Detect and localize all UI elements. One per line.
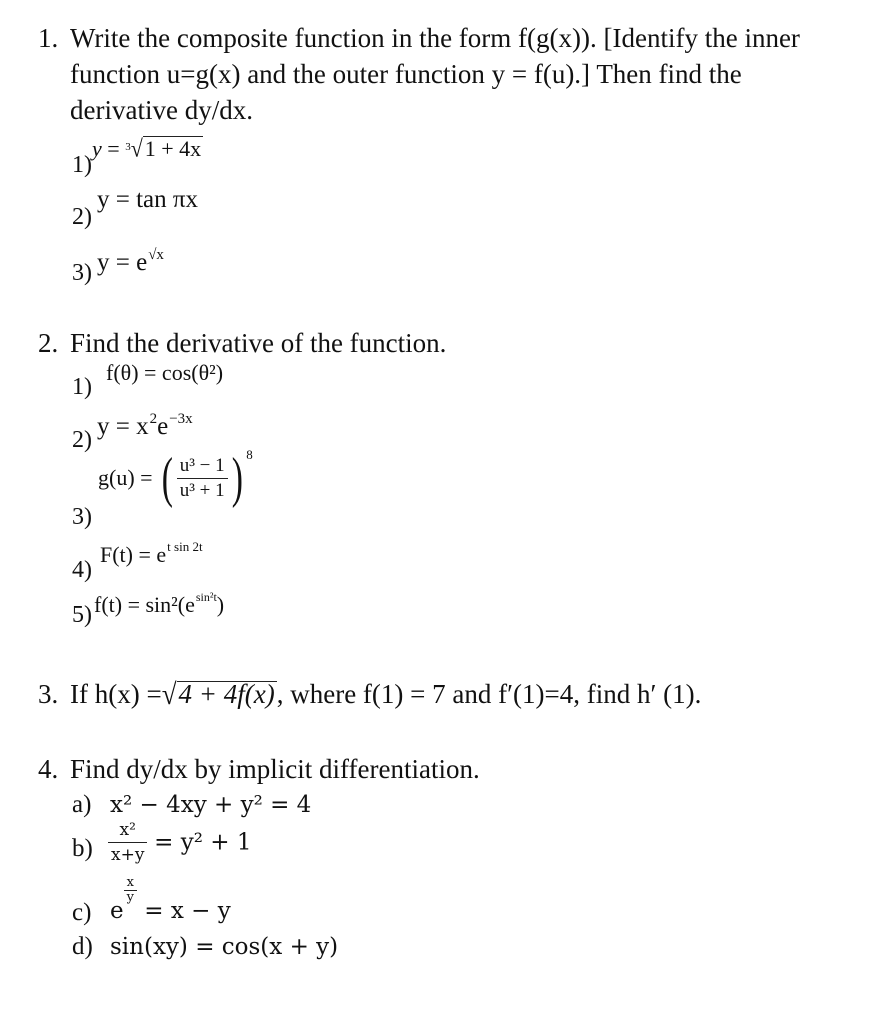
q1-item-1-label: 1) [72, 152, 92, 178]
q4-item-a-expression: x² − 4xy + y² = 4 [110, 792, 312, 818]
q1-item-1-root-index: 3 [125, 141, 131, 153]
q1-item-3-label: 3) [72, 260, 92, 286]
q2-item-3-label: 3) [72, 504, 92, 530]
q4-item-b-denominator: x+y [111, 845, 145, 865]
q1-item-1-equals: = [107, 136, 120, 161]
question-3-pre: If h(x) = [70, 679, 162, 709]
q1-item-1-expression [92, 134, 203, 168]
q2-item-3-fraction [177, 454, 228, 503]
q2-item-2-mid: e [157, 413, 169, 440]
q2-item-2-expression [97, 412, 193, 445]
question-1-line-2: function u=g(x) and the outer function y = f(u).] Then find the [70, 59, 742, 89]
q4-item-b-rhs: = y² + 1 [154, 829, 252, 856]
q1-item-2-label: 2) [72, 204, 92, 230]
question-3-post: , where f(1) = 7 and f′(1)=4, find h′ (1). [276, 679, 702, 709]
left-paren-icon: ( [161, 447, 173, 509]
radical-sign-icon: √ [161, 677, 177, 711]
question-1-line-3: derivative dy/dx. [70, 95, 253, 125]
q2-item-2-sup-1: 2 [149, 411, 158, 427]
question-2-text: Find the derivative of the function. [70, 328, 447, 358]
q4-item-a-label: a) [72, 791, 92, 818]
q4-item-c-exp-num: x [124, 876, 137, 891]
q4-item-b-label: b) [72, 835, 93, 862]
q2-item-5-lhs: f(t) = sin²(e [94, 592, 195, 617]
q2-item-5-close: ) [216, 592, 225, 617]
question-2-number: 2. [38, 328, 59, 358]
q2-item-2-lhs: y = x [97, 413, 149, 440]
q4-item-c-exponent [124, 876, 137, 905]
q2-item-5-exponent: sin²t [195, 590, 217, 604]
q1-item-1-lhs: y [92, 136, 102, 161]
q1-item-1-radicand: 1 + 4x [144, 136, 202, 161]
q1-item-3-lhs: y = e [97, 249, 148, 276]
radical-sign-icon: √ [130, 134, 143, 163]
q2-item-2-sup-2: −3x [169, 411, 193, 427]
q2-item-1-expression: f(θ) = cos(θ²) [106, 360, 224, 385]
q4-item-c-label: c) [72, 899, 92, 926]
q2-item-4-lhs: F(t) = e [100, 542, 167, 567]
question-4-text: Find dy/dx by implicit differentiation. [70, 754, 480, 784]
q1-item-3-exponent: √x [148, 247, 164, 263]
q2-item-1-label: 1) [72, 374, 92, 400]
q4-item-b-numerator: x² [108, 818, 147, 843]
question-1-number: 1. [38, 23, 59, 53]
q4-item-b-expression [108, 818, 251, 867]
q2-item-3-denominator: u³ + 1 [179, 479, 225, 501]
q2-item-4-exponent: t sin 2t [167, 539, 203, 554]
q2-item-4-label: 4) [72, 557, 92, 583]
q2-item-3-numerator: u³ − 1 [177, 454, 228, 479]
q4-item-c-base: e [110, 898, 124, 924]
question-3-text [70, 676, 840, 712]
q2-item-5-label: 5) [72, 602, 92, 628]
question-1-line-1: Write the composite function in the form f(g(x)). [Identify the inner [70, 23, 800, 53]
q2-item-4-expression [100, 540, 203, 573]
q4-item-d-expression: sin(xy) = cos(x + y) [110, 934, 339, 960]
q2-item-3-lhs: g(u) = [98, 465, 153, 490]
question-3-number: 3. [38, 679, 59, 709]
q4-item-c-rhs: = x − y [144, 898, 231, 924]
question-4-number: 4. [38, 754, 59, 784]
q4-item-c-expression [110, 874, 231, 924]
right-paren-icon: ) [231, 447, 243, 509]
question-3-radicand: 4 + 4f(x) [178, 679, 275, 709]
q4-item-b-fraction [108, 818, 147, 867]
q2-item-5-expression [94, 590, 224, 623]
q2-item-3-power: 8 [246, 447, 253, 463]
q2-item-3-expression [98, 447, 253, 509]
q1-item-3-expression [97, 248, 164, 281]
q2-item-2-label: 2) [72, 427, 92, 453]
q4-item-c-exp-den: y [126, 889, 134, 905]
q4-item-d-label: d) [72, 933, 93, 960]
q1-item-2-expression: y = tan πx [97, 186, 199, 213]
